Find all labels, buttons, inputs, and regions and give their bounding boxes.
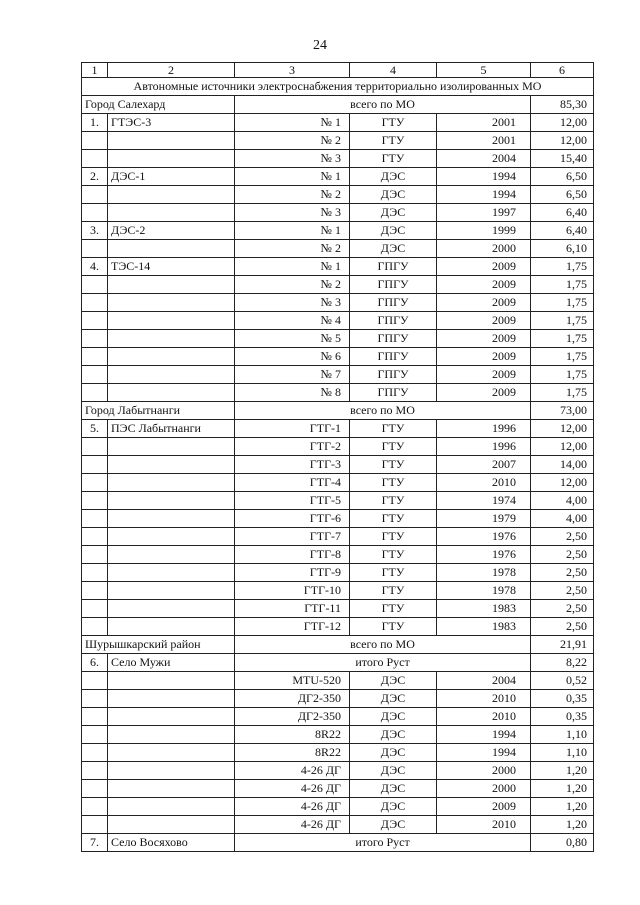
unit-name: № 1: [235, 222, 350, 240]
station-name: [108, 132, 235, 150]
capacity-value: 14,00: [531, 456, 594, 474]
commission-year: 1996: [437, 420, 531, 438]
row-number: 6.: [82, 654, 108, 672]
unit-name: № 2: [235, 186, 350, 204]
table-row: [82, 240, 594, 258]
row-number: [82, 690, 108, 708]
capacity-value: 0,35: [531, 708, 594, 726]
table-row: [82, 330, 594, 348]
capacity-value: 1,20: [531, 816, 594, 834]
unit-name: № 5: [235, 330, 350, 348]
table-row: [82, 456, 594, 474]
row-number: 5.: [82, 420, 108, 438]
table-row: [82, 816, 594, 834]
table-body: [82, 63, 594, 852]
unit-name: № 3: [235, 294, 350, 312]
column-number-row: [82, 63, 594, 78]
unit-name: № 2: [235, 276, 350, 294]
unit-type: ГТУ: [350, 618, 437, 636]
municipality-row: [82, 96, 594, 114]
commission-year: 1994: [437, 168, 531, 186]
row-number: [82, 798, 108, 816]
unit-type: ГТУ: [350, 474, 437, 492]
commission-year: 1994: [437, 744, 531, 762]
capacity-value: 4,00: [531, 510, 594, 528]
table-row: [82, 186, 594, 204]
unit-type: ГПГУ: [350, 384, 437, 402]
station-name: [108, 582, 235, 600]
commission-year: 2009: [437, 294, 531, 312]
unit-type: ДЭС: [350, 744, 437, 762]
municipality-total-value: 85,30: [531, 96, 594, 114]
row-number: [82, 330, 108, 348]
column-header: 3: [235, 63, 350, 78]
capacity-value: 6,10: [531, 240, 594, 258]
table-row: [82, 132, 594, 150]
capacity-value: 12,00: [531, 474, 594, 492]
unit-name: ГТГ-9: [235, 564, 350, 582]
unit-type: ГПГУ: [350, 330, 437, 348]
table-row: [82, 780, 594, 798]
capacity-value: 6,40: [531, 222, 594, 240]
commission-year: 1978: [437, 564, 531, 582]
table-row: [82, 672, 594, 690]
row-number: [82, 816, 108, 834]
unit-name: № 1: [235, 114, 350, 132]
unit-name: № 4: [235, 312, 350, 330]
unit-type: ГПГУ: [350, 258, 437, 276]
table-row: [82, 150, 594, 168]
commission-year: 2009: [437, 276, 531, 294]
page-number: 24: [313, 38, 327, 53]
unit-type: ДЭС: [350, 240, 437, 258]
station-name: ГТЭС-3: [108, 114, 235, 132]
commission-year: 2009: [437, 366, 531, 384]
commission-year: 1983: [437, 600, 531, 618]
table-row: [82, 564, 594, 582]
table-row: [82, 258, 594, 276]
capacity-value: 1,20: [531, 780, 594, 798]
row-number: [82, 204, 108, 222]
table-row: [82, 438, 594, 456]
unit-name: ГТГ-7: [235, 528, 350, 546]
capacity-value: 1,20: [531, 798, 594, 816]
unit-type: ДЭС: [350, 780, 437, 798]
row-number: [82, 726, 108, 744]
unit-name: № 8: [235, 384, 350, 402]
station-name: [108, 312, 235, 330]
commission-year: 2000: [437, 762, 531, 780]
station-name: [108, 384, 235, 402]
station-name: [108, 816, 235, 834]
column-header: 1: [82, 63, 108, 78]
subtotal-label: итого Руст: [235, 654, 531, 672]
municipality-name: Город Лабытнанги: [82, 402, 235, 420]
table-row: [82, 114, 594, 132]
row-number: 2.: [82, 168, 108, 186]
unit-name: 8R22: [235, 744, 350, 762]
table-row: [82, 726, 594, 744]
commission-year: 1999: [437, 222, 531, 240]
row-number: 1.: [82, 114, 108, 132]
row-number: [82, 276, 108, 294]
station-name: [108, 798, 235, 816]
station-name: [108, 528, 235, 546]
unit-type: ДЭС: [350, 690, 437, 708]
unit-name: 4-26 ДГ: [235, 762, 350, 780]
table-row: [82, 618, 594, 636]
row-number: [82, 618, 108, 636]
table-row: [82, 312, 594, 330]
unit-type: ДЭС: [350, 762, 437, 780]
capacity-value: 1,75: [531, 294, 594, 312]
capacity-value: 2,50: [531, 564, 594, 582]
row-number: [82, 312, 108, 330]
unit-type: ГПГУ: [350, 348, 437, 366]
subtotal-label: итого Руст: [235, 834, 531, 852]
commission-year: 2009: [437, 384, 531, 402]
capacity-value: 1,75: [531, 366, 594, 384]
commission-year: 2001: [437, 132, 531, 150]
commission-year: 2010: [437, 474, 531, 492]
station-name: [108, 762, 235, 780]
commission-year: 2009: [437, 348, 531, 366]
municipality-total-label: всего по МО: [235, 636, 531, 654]
row-number: [82, 672, 108, 690]
commission-year: 1976: [437, 546, 531, 564]
commission-year: 1994: [437, 726, 531, 744]
station-name: [108, 492, 235, 510]
row-number: [82, 294, 108, 312]
commission-year: 2000: [437, 780, 531, 798]
row-number: [82, 240, 108, 258]
commission-year: 1978: [437, 582, 531, 600]
unit-type: ГПГУ: [350, 366, 437, 384]
row-number: 4.: [82, 258, 108, 276]
row-number: [82, 366, 108, 384]
column-header: 2: [108, 63, 235, 78]
commission-year: 1997: [437, 204, 531, 222]
capacity-value: 12,00: [531, 438, 594, 456]
municipality-row: [82, 402, 594, 420]
unit-type: ГПГУ: [350, 276, 437, 294]
station-name: [108, 690, 235, 708]
section-title: Автономные источники электроснабжения территориально изолированных МО: [82, 78, 594, 96]
unit-type: ДЭС: [350, 672, 437, 690]
station-name: [108, 564, 235, 582]
unit-name: № 1: [235, 258, 350, 276]
capacity-value: 1,10: [531, 726, 594, 744]
subtotal-value: 8,22: [531, 654, 594, 672]
commission-year: 1996: [437, 438, 531, 456]
capacity-value: 0,52: [531, 672, 594, 690]
unit-name: 4-26 ДГ: [235, 780, 350, 798]
unit-name: ГТГ-6: [235, 510, 350, 528]
commission-year: 2000: [437, 240, 531, 258]
unit-type: ГТУ: [350, 492, 437, 510]
commission-year: 2004: [437, 672, 531, 690]
station-name: [108, 726, 235, 744]
table-row: [82, 294, 594, 312]
unit-type: ГТУ: [350, 600, 437, 618]
row-number: [82, 474, 108, 492]
capacity-value: 12,00: [531, 420, 594, 438]
municipality-total-value: 21,91: [531, 636, 594, 654]
unit-name: 4-26 ДГ: [235, 798, 350, 816]
unit-type: ГПГУ: [350, 294, 437, 312]
row-number: 7.: [82, 834, 108, 852]
unit-name: ГТГ-4: [235, 474, 350, 492]
table-row: [82, 348, 594, 366]
row-number: 3.: [82, 222, 108, 240]
table-row: [82, 546, 594, 564]
capacity-value: 6,50: [531, 168, 594, 186]
unit-name: № 1: [235, 168, 350, 186]
station-name: ПЭС Лабытнанги: [108, 420, 235, 438]
table-row: [82, 204, 594, 222]
unit-name: ГТГ-1: [235, 420, 350, 438]
capacity-value: 2,50: [531, 546, 594, 564]
settlement-name: Село Восяхово: [108, 834, 235, 852]
station-name: [108, 780, 235, 798]
station-name: [108, 438, 235, 456]
table-row: [82, 528, 594, 546]
row-number: [82, 762, 108, 780]
row-number: [82, 492, 108, 510]
table-row: [82, 690, 594, 708]
unit-type: ДЭС: [350, 168, 437, 186]
capacity-value: 1,75: [531, 276, 594, 294]
table-row: [82, 492, 594, 510]
unit-type: ГТУ: [350, 546, 437, 564]
table-row: [82, 582, 594, 600]
unit-type: ДЭС: [350, 726, 437, 744]
row-number: [82, 564, 108, 582]
municipality-total-label: всего по МО: [235, 96, 531, 114]
table-row: [82, 384, 594, 402]
row-number: [82, 744, 108, 762]
row-number: [82, 528, 108, 546]
unit-type: ГТУ: [350, 438, 437, 456]
station-name: [108, 330, 235, 348]
row-number: [82, 582, 108, 600]
table-row: [82, 510, 594, 528]
unit-name: № 6: [235, 348, 350, 366]
capacity-value: 2,50: [531, 582, 594, 600]
station-name: [108, 672, 235, 690]
capacity-value: 1,75: [531, 258, 594, 276]
commission-year: 2009: [437, 258, 531, 276]
table-row: [82, 168, 594, 186]
column-header: 4: [350, 63, 437, 78]
unit-type: ДЭС: [350, 222, 437, 240]
column-header: 5: [437, 63, 531, 78]
capacity-value: 12,00: [531, 132, 594, 150]
unit-name: ГТГ-2: [235, 438, 350, 456]
unit-type: ГТУ: [350, 528, 437, 546]
table-row: [82, 762, 594, 780]
unit-name: № 2: [235, 132, 350, 150]
station-name: [108, 618, 235, 636]
capacity-value: 2,50: [531, 528, 594, 546]
commission-year: 2001: [437, 114, 531, 132]
unit-name: № 3: [235, 150, 350, 168]
commission-year: 1976: [437, 528, 531, 546]
unit-name: ГТГ-3: [235, 456, 350, 474]
commission-year: 2004: [437, 150, 531, 168]
capacity-value: 1,75: [531, 330, 594, 348]
unit-name: ДГ2-350: [235, 708, 350, 726]
station-name: [108, 510, 235, 528]
capacity-value: 4,00: [531, 492, 594, 510]
station-name: [108, 546, 235, 564]
station-name: [108, 186, 235, 204]
capacity-value: 1,20: [531, 762, 594, 780]
row-number: [82, 132, 108, 150]
row-number: [82, 348, 108, 366]
station-name: [108, 294, 235, 312]
unit-name: № 3: [235, 204, 350, 222]
commission-year: 1979: [437, 510, 531, 528]
capacity-value: 1,10: [531, 744, 594, 762]
municipality-name: Шурышкарский район: [82, 636, 235, 654]
row-number: [82, 150, 108, 168]
station-name: [108, 600, 235, 618]
commission-year: 2009: [437, 798, 531, 816]
row-number: [82, 780, 108, 798]
table-row: [82, 798, 594, 816]
unit-name: 4-26 ДГ: [235, 816, 350, 834]
commission-year: 2010: [437, 690, 531, 708]
settlement-name: Село Мужи: [108, 654, 235, 672]
capacity-value: 12,00: [531, 114, 594, 132]
station-name: ТЭС-14: [108, 258, 235, 276]
unit-type: ГТУ: [350, 420, 437, 438]
commission-year: 2009: [437, 312, 531, 330]
commission-year: 1994: [437, 186, 531, 204]
unit-type: ГТУ: [350, 582, 437, 600]
unit-name: ГТГ-5: [235, 492, 350, 510]
section-title-row: [82, 78, 594, 96]
station-name: [108, 744, 235, 762]
capacity-value: 15,40: [531, 150, 594, 168]
unit-type: ДЭС: [350, 816, 437, 834]
unit-name: ДГ2-350: [235, 690, 350, 708]
unit-type: ГТУ: [350, 564, 437, 582]
unit-type: ГТУ: [350, 132, 437, 150]
station-name: [108, 276, 235, 294]
settlement-row: [82, 834, 594, 852]
unit-name: MTU-520: [235, 672, 350, 690]
capacity-value: 1,75: [531, 348, 594, 366]
unit-type: ГТУ: [350, 114, 437, 132]
capacity-value: 1,75: [531, 312, 594, 330]
unit-type: ГТУ: [350, 456, 437, 474]
station-name: [108, 150, 235, 168]
table-row: [82, 600, 594, 618]
station-name: [108, 348, 235, 366]
unit-type: ДЭС: [350, 798, 437, 816]
unit-name: № 2: [235, 240, 350, 258]
row-number: [82, 546, 108, 564]
row-number: [82, 384, 108, 402]
commission-year: 2009: [437, 330, 531, 348]
municipality-name: Город Салехард: [82, 96, 235, 114]
unit-name: 8R22: [235, 726, 350, 744]
table-row: [82, 222, 594, 240]
settlement-row: [82, 654, 594, 672]
station-name: [108, 204, 235, 222]
table-row: [82, 708, 594, 726]
capacity-value: 2,50: [531, 618, 594, 636]
row-number: [82, 438, 108, 456]
row-number: [82, 600, 108, 618]
row-number: [82, 186, 108, 204]
station-name: [108, 474, 235, 492]
station-name: [108, 240, 235, 258]
capacity-value: 6,50: [531, 186, 594, 204]
commission-year: 2007: [437, 456, 531, 474]
table-row: [82, 474, 594, 492]
subtotal-value: 0,80: [531, 834, 594, 852]
unit-name: ГТГ-11: [235, 600, 350, 618]
unit-name: № 7: [235, 366, 350, 384]
table-row: [82, 420, 594, 438]
unit-name: ГТГ-12: [235, 618, 350, 636]
station-name: ДЭС-1: [108, 168, 235, 186]
commission-year: 2010: [437, 708, 531, 726]
capacity-value: 0,35: [531, 690, 594, 708]
unit-type: ГТУ: [350, 150, 437, 168]
capacity-value: 2,50: [531, 600, 594, 618]
municipality-total-label: всего по МО: [235, 402, 531, 420]
unit-name: ГТГ-8: [235, 546, 350, 564]
commission-year: 1974: [437, 492, 531, 510]
station-name: [108, 456, 235, 474]
capacity-value: 6,40: [531, 204, 594, 222]
table-row: [82, 366, 594, 384]
capacity-value: 1,75: [531, 384, 594, 402]
table-row: [82, 276, 594, 294]
unit-type: ГПГУ: [350, 312, 437, 330]
unit-type: ДЭС: [350, 186, 437, 204]
station-name: [108, 366, 235, 384]
station-name: [108, 708, 235, 726]
power-sources-table: [81, 62, 594, 852]
table-row: [82, 744, 594, 762]
commission-year: 2010: [437, 816, 531, 834]
commission-year: 1983: [437, 618, 531, 636]
unit-type: ДЭС: [350, 204, 437, 222]
unit-name: ГТГ-10: [235, 582, 350, 600]
row-number: [82, 708, 108, 726]
row-number: [82, 510, 108, 528]
unit-type: ГТУ: [350, 510, 437, 528]
municipality-row: [82, 636, 594, 654]
column-header: 6: [531, 63, 594, 78]
municipality-total-value: 73,00: [531, 402, 594, 420]
row-number: [82, 456, 108, 474]
unit-type: ДЭС: [350, 708, 437, 726]
station-name: ДЭС-2: [108, 222, 235, 240]
